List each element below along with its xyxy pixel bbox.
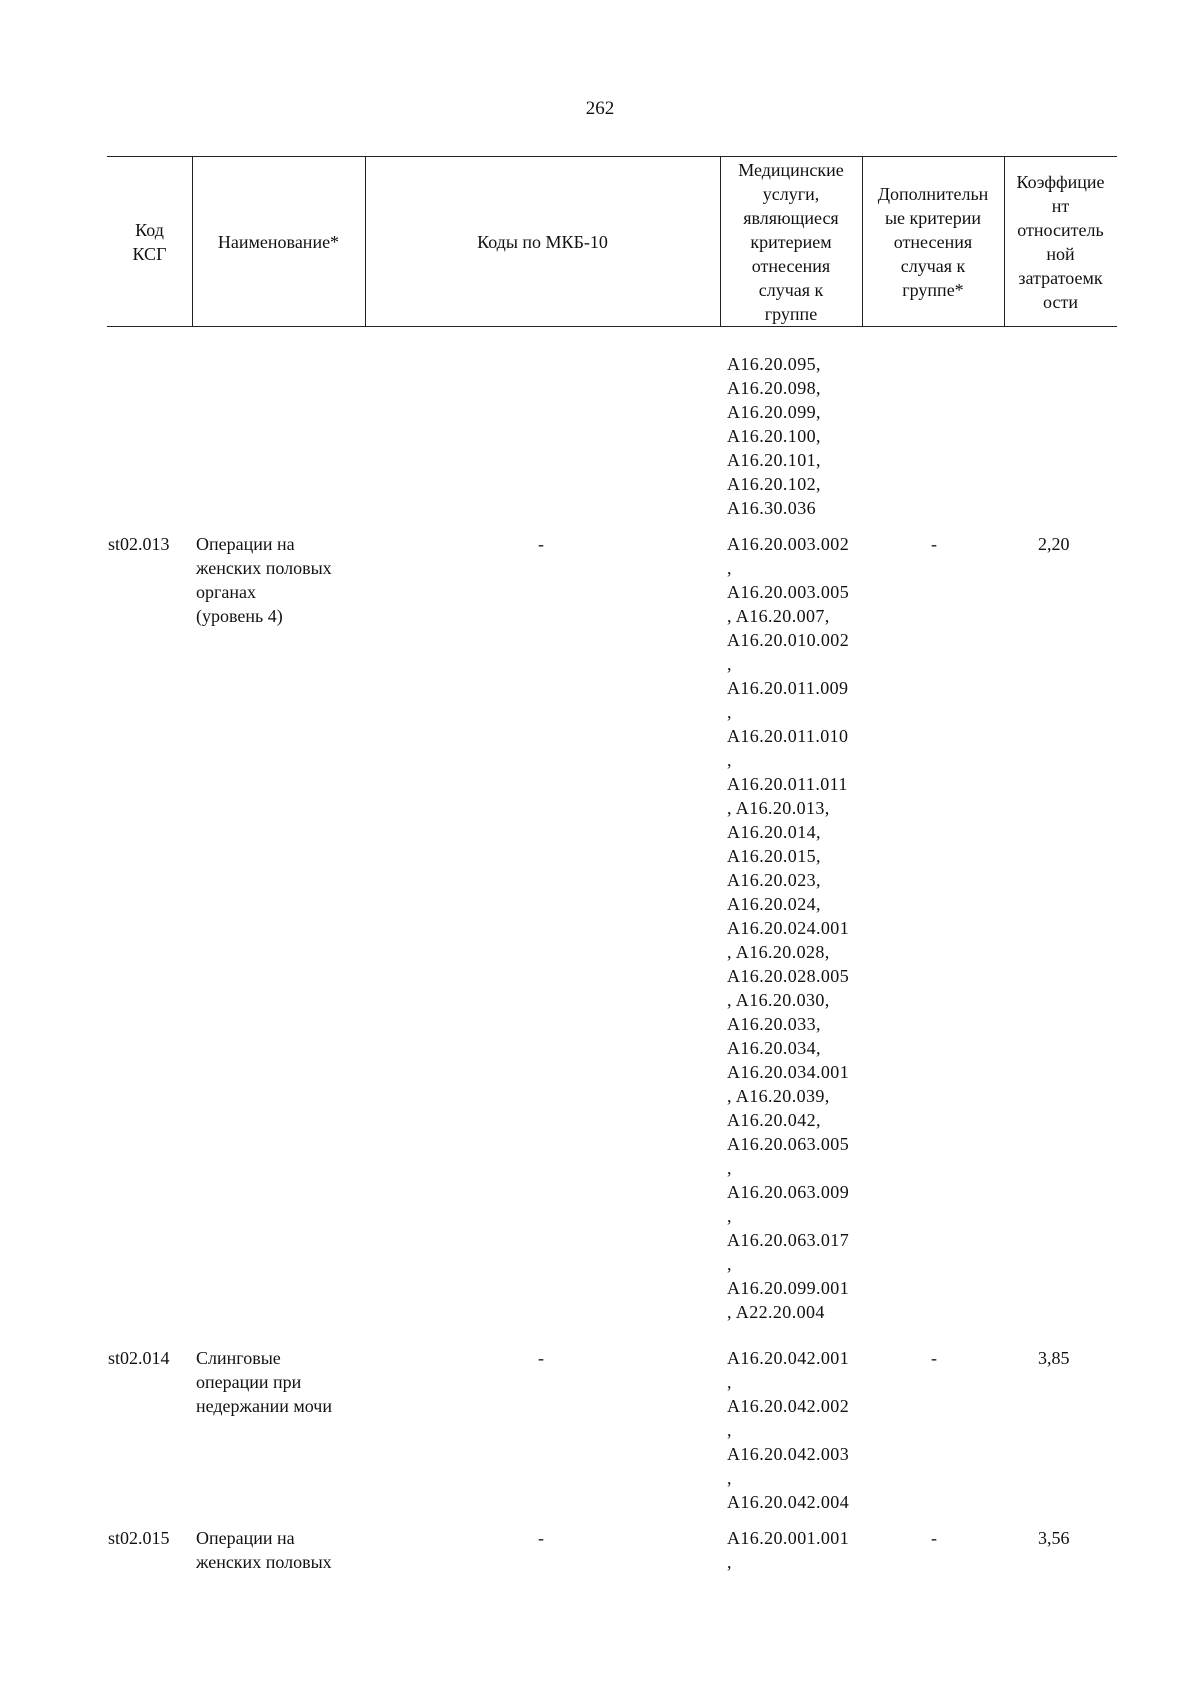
service-code: A16.20.033, (727, 1014, 821, 1034)
ksg-name-line: Операции на (196, 534, 295, 554)
service-code: , (727, 750, 732, 770)
service-code: A16.20.003.005 (727, 582, 850, 602)
service-code: A16.20.010.002 (727, 630, 850, 650)
header-top-border (107, 156, 1117, 157)
service-code: , A16.20.007, (727, 606, 830, 626)
service-code: , (727, 1206, 732, 1226)
page-number: 262 (585, 98, 615, 119)
service-code: , (727, 1468, 732, 1488)
header-bottom-border (107, 326, 1117, 327)
service-code: A16.20.102, (727, 474, 821, 494)
service-code: , A16.20.013, (727, 798, 830, 818)
header-mkb: Коды по МКБ-10 (477, 232, 608, 252)
service-code: A16.20.063.017 (727, 1230, 850, 1250)
coefficient-value: 3,56 (1038, 1528, 1070, 1548)
ksg-code: st02.015 (108, 1528, 170, 1548)
additional-criteria: - (931, 1528, 937, 1548)
ksg-code: st02.014 (108, 1348, 170, 1368)
service-code: , (727, 1158, 732, 1178)
service-code: A16.20.042.002 (727, 1396, 850, 1416)
service-code: A16.20.042.004 (727, 1492, 850, 1512)
ksg-name-line: Операции на (196, 1528, 295, 1548)
ksg-name-line: женских половых (196, 1552, 332, 1572)
header-name: Наименование* (217, 232, 340, 252)
service-code: A16.20.024, (727, 894, 821, 914)
service-code: A16.20.095, (727, 354, 821, 374)
coefficient-value: 3,85 (1038, 1348, 1070, 1368)
ksg-name-line: женских половых (196, 558, 332, 578)
ksg-name-line: недержании мочи (196, 1396, 332, 1416)
service-code: A16.20.034.001 (727, 1062, 850, 1082)
service-code: A16.20.098, (727, 378, 821, 398)
additional-criteria: - (931, 534, 937, 554)
service-code: A16.20.023, (727, 870, 821, 890)
service-code: A16.20.003.002 (727, 534, 850, 554)
service-code: A16.20.042, (727, 1110, 821, 1130)
service-code: A16.20.042.001 (727, 1348, 850, 1368)
ksg-name-line: операции при (196, 1372, 302, 1392)
service-code: A16.20.011.009 (727, 678, 849, 698)
service-code: A16.20.015, (727, 846, 821, 866)
ksg-name-line: органах (196, 582, 256, 602)
service-code: , (727, 1372, 732, 1392)
service-code: , A16.20.028, (727, 942, 830, 962)
service-code: A16.20.014, (727, 822, 821, 842)
service-code: , (727, 1552, 732, 1572)
service-code: , A16.20.039, (727, 1086, 830, 1106)
service-code: A16.20.001.001 (727, 1528, 850, 1548)
mkb-codes: - (538, 1348, 544, 1368)
service-code: A16.20.063.005 (727, 1134, 850, 1154)
additional-criteria: - (931, 1348, 937, 1368)
service-code: A16.20.024.001 (727, 918, 850, 938)
ksg-name-line: Слинговые (196, 1348, 281, 1368)
mkb-codes: - (538, 534, 544, 554)
ksg-code: st02.013 (108, 534, 170, 554)
service-code: A16.30.036 (727, 498, 816, 518)
service-code: , (727, 558, 732, 578)
service-code: , (727, 702, 732, 722)
service-code: , (727, 1420, 732, 1440)
ksg-name-line: (уровень 4) (196, 606, 283, 626)
service-code: A16.20.042.003 (727, 1444, 850, 1464)
service-code: A16.20.028.005 (727, 966, 850, 986)
header-code: Код КСГ (132, 220, 167, 264)
service-code: A16.20.099, (727, 402, 821, 422)
service-code: , A22.20.004 (727, 1302, 825, 1322)
service-code: A16.20.011.011 (727, 774, 848, 794)
service-code: A16.20.101, (727, 450, 821, 470)
service-code: , (727, 1254, 732, 1274)
header-additional-criteria: Дополнительн ые критерии отнесения случая к группе* (877, 184, 989, 300)
mkb-codes: - (538, 1528, 544, 1548)
service-code: , (727, 654, 732, 674)
service-code: A16.20.063.009 (727, 1182, 850, 1202)
coefficient-value: 2,20 (1038, 534, 1070, 554)
service-code: A16.20.034, (727, 1038, 821, 1058)
header-coefficient: Коэффицие нт относитель ной затратоемк ости (1016, 172, 1105, 312)
service-code: , A16.20.030, (727, 990, 830, 1010)
service-code: A16.20.011.010 (727, 726, 849, 746)
service-code: A16.20.100, (727, 426, 821, 446)
header-services: Медицинские услуги, являющиеся критерием отнесения случая к группе (738, 160, 844, 324)
service-code: A16.20.099.001 (727, 1278, 850, 1298)
